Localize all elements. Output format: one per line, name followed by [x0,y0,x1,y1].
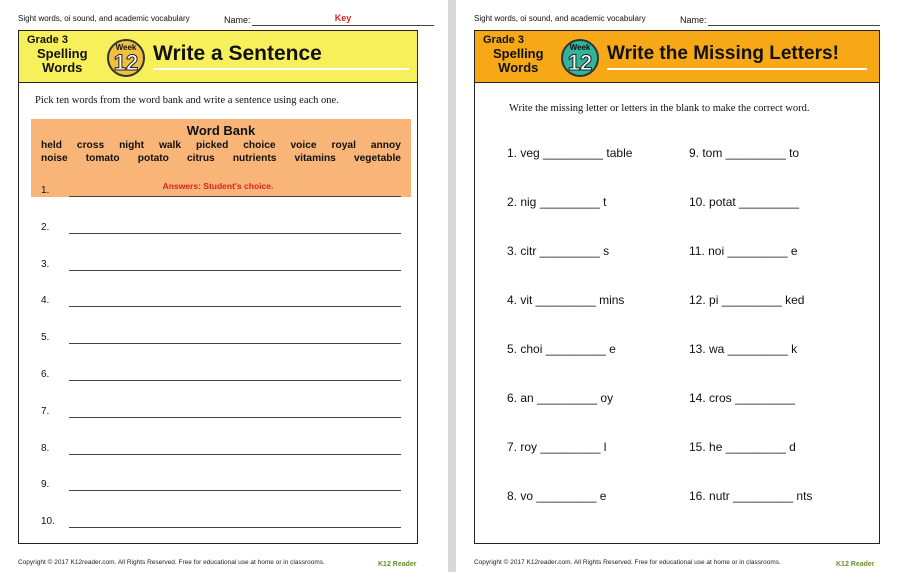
word-bank-word: tomato [85,153,120,164]
top-line [474,14,882,28]
word-bank-word: held [41,140,62,151]
write-line [69,343,401,344]
copyright-footer: Copyright © 2017 K12reader.com. All Rights Reserved. Free for educational use at home or in classrooms. [18,559,325,566]
k12-logo: K12 Reader [836,561,875,568]
title-underline [607,68,867,70]
page-title: Write a Sentence [153,42,322,65]
sentence-line[interactable] [41,443,401,457]
line-number: 7. [41,405,50,417]
word-bank-word: vitamins [294,153,336,164]
missing-letter-item[interactable]: 11. noi _________ e [689,244,798,258]
missing-letter-item[interactable]: 4. vit _________ mins [507,293,625,307]
write-line [69,380,401,381]
write-line [69,233,401,234]
write-line [69,306,401,307]
sentence-line[interactable] [41,185,401,199]
word-bank-word: royal [331,140,356,151]
missing-letter-item[interactable]: 1. veg _________ table [507,146,633,160]
answers-note: Answers: Student's choice. [162,181,274,191]
name-line [708,25,880,26]
worksheet-left [0,0,448,572]
week-badge: Week 12 [561,39,599,77]
write-line [69,196,401,197]
key-label: Key [334,13,352,23]
missing-letter-item[interactable]: 3. citr _________ s [507,244,610,258]
word-bank-word: night [119,140,144,151]
word-bank-word: nutrients [232,153,277,164]
word-bank-row [31,153,411,164]
word-bank-word: cross [76,140,105,151]
missing-letter-item[interactable]: 10. potat _________ [689,195,800,209]
missing-letter-item[interactable]: 5. choi _________ e [507,342,616,356]
word-bank-word: choice [243,140,276,151]
write-line [69,270,401,271]
name-label: Name: [224,15,251,25]
line-number: 8. [41,442,50,454]
write-line [69,417,401,418]
worksheet-frame [474,30,880,544]
sentence-line[interactable] [41,295,401,309]
write-line [69,527,401,528]
line-number: 9. [41,479,50,491]
spelling-words-label: Spelling Words [37,46,88,75]
instruction-text: Pick ten words from the word bank and write a sentence using each one. [35,95,339,106]
sentence-line[interactable] [41,259,401,273]
topic-description: Sight words, oi sound, and academic vocabulary [18,14,190,23]
page-title: Write the Missing Letters! [607,43,839,64]
word-bank-word: vegetable [353,153,401,164]
word-bank-word: annoy [370,140,401,151]
worksheet-header [19,31,417,83]
sentence-line[interactable] [41,516,401,530]
line-number: 6. [41,369,50,380]
grade-label: Grade 3 [483,34,524,46]
sentence-line[interactable] [41,222,401,236]
missing-letter-item[interactable]: 9. tom _________ to [689,146,800,160]
week-badge: Week 12 [107,39,145,77]
word-bank-word: walk [158,140,182,151]
title-underline [153,68,409,70]
missing-letter-item[interactable]: 6. an _________ oy [507,391,614,405]
sentence-line[interactable] [41,369,401,383]
line-number: 3. [41,258,50,270]
missing-letter-item[interactable]: 8. vo _________ e [507,489,607,503]
word-bank-word: potato [137,153,169,164]
worksheet-header [475,31,879,83]
missing-letter-item[interactable]: 12. pi _________ ked [689,293,805,307]
k12-logo: K12 Reader [378,561,417,568]
write-line [69,454,401,455]
top-line [18,14,430,28]
sentence-line[interactable] [41,332,401,346]
word-bank-word: voice [290,140,317,151]
line-number: 4. [41,295,50,307]
sentence-line[interactable] [41,406,401,420]
missing-letter-item[interactable]: 2. nig _________ t [507,195,607,209]
grade-label: Grade 3 [27,34,68,46]
missing-letter-item[interactable]: 14. cros _________ [689,391,796,405]
word-bank-word: picked [196,140,229,151]
line-number: 5. [41,332,50,344]
worksheet-right [456,0,900,572]
topic-description: Sight words, oi sound, and academic vocabulary [474,14,646,23]
word-bank-word: noise [41,153,68,164]
line-number: 1. [41,185,50,196]
missing-letter-item[interactable]: 7. roy _________ l [507,440,607,454]
missing-letter-item[interactable]: 13. wa _________ k [689,342,798,356]
line-number: 10. [41,516,55,528]
write-line [69,490,401,491]
instruction-text: Write the missing letter or letters in the blank to make the correct word. [509,103,810,114]
word-bank-title: Word Bank [186,123,256,138]
copyright-footer: Copyright © 2017 K12reader.com. All Rights Reserved. Free for educational use at home or in classrooms. [474,559,781,566]
sentence-line[interactable] [41,479,401,493]
name-line [252,25,434,26]
name-label: Name: [680,15,707,25]
missing-letter-item[interactable]: 15. he _________ d [689,440,796,454]
word-bank-row [31,140,411,151]
spelling-words-label: Spelling Words [493,46,544,75]
worksheet-frame [18,30,418,544]
page-gutter [448,0,456,572]
missing-letter-item[interactable]: 16. nutr _________ nts [689,489,813,503]
line-number: 2. [41,221,50,233]
word-bank-word: citrus [186,153,215,164]
